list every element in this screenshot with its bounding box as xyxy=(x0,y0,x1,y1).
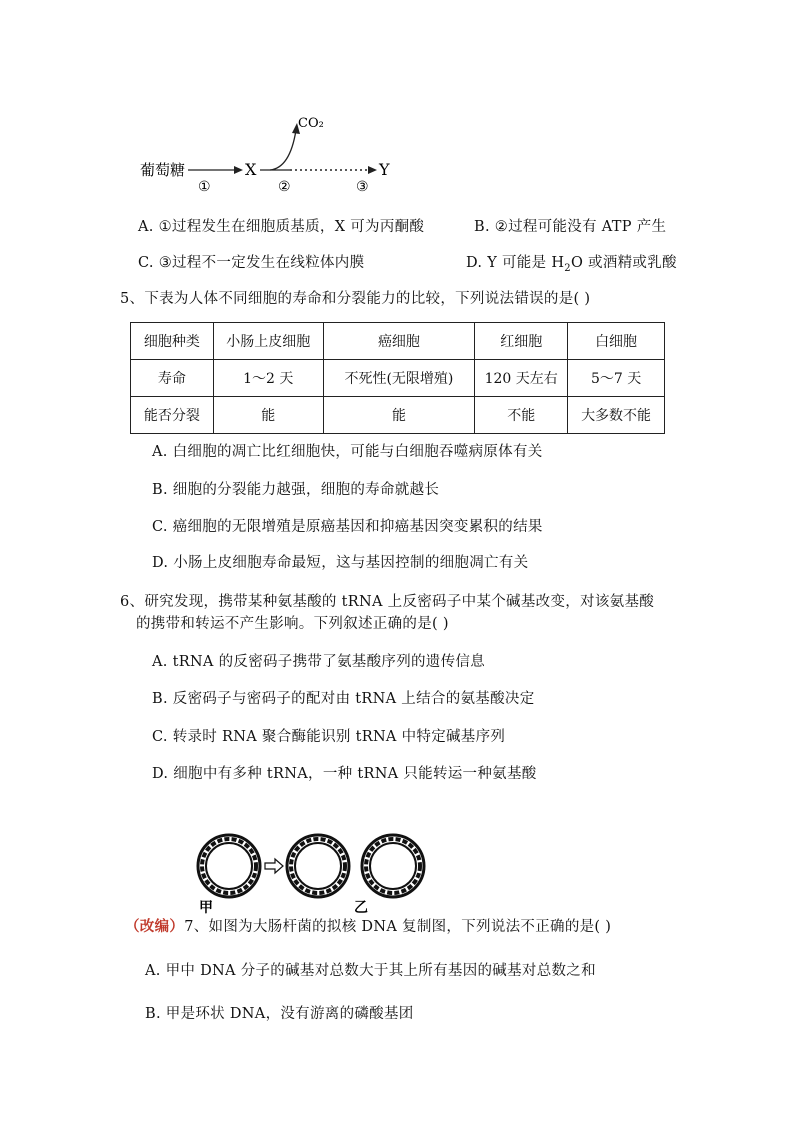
q7-option-a: A. 甲中 DNA 分子的碱基对总数大于其上所有基因的碱基对总数之和 xyxy=(145,963,596,979)
table-header-cell: 小肠上皮细胞 xyxy=(213,323,323,360)
dna-ring-yi-left xyxy=(287,835,349,897)
arrow-3-head xyxy=(368,166,377,174)
q5-option-a: A. 白细胞的凋亡比红细胞快，可能与白细胞吞噬病原体有关 xyxy=(152,444,543,460)
cell-comparison-table xyxy=(130,322,665,434)
q4-option-d-prefix: D. Y 可能是 H xyxy=(466,255,565,271)
dna-ring-yi-right xyxy=(362,835,424,897)
q7-option-b: B. 甲是环状 DNA，没有游离的磷酸基团 xyxy=(145,1006,414,1022)
dna-ring-jia xyxy=(198,835,260,897)
arrow-1-head xyxy=(234,166,243,174)
q6-stem-line2: 的携带和转运不产生影响。下列叙述正确的是( ) xyxy=(136,616,449,632)
table-cell: 5～7 天 xyxy=(568,360,665,397)
step3-label: ③ xyxy=(356,179,369,195)
q4-option-d-subscript: 2 xyxy=(564,262,571,274)
q5-option-c: C. 癌细胞的无限增殖是原癌基因和抑癌基因突变累积的结果 xyxy=(152,519,543,535)
table-row xyxy=(131,397,665,434)
table-cell: 能否分裂 xyxy=(131,397,214,434)
q6-option-b: B. 反密码子与密码子的配对由 tRNA 上结合的氨基酸决定 xyxy=(152,691,535,707)
table-header-row xyxy=(131,323,665,360)
q5-option-d: D. 小肠上皮细胞寿命最短，这与基因控制的细胞凋亡有关 xyxy=(152,555,529,571)
q6-option-a: A. tRNA 的反密码子携带了氨基酸序列的遗传信息 xyxy=(152,654,486,670)
respiration-pathway-diagram xyxy=(130,105,400,200)
table-header-cell: 癌细胞 xyxy=(323,323,475,360)
table-cell: 能 xyxy=(323,397,475,434)
table-header-cell: 白细胞 xyxy=(568,323,665,360)
q5-option-b: B. 细胞的分裂能力越强，细胞的寿命就越长 xyxy=(152,482,440,498)
replication-arrow-icon xyxy=(265,859,283,873)
table-cell: 能 xyxy=(213,397,323,434)
q5-stem: 5、下表为人体不同细胞的寿命和分裂能力的比较，下列说法错误的是( ) xyxy=(120,291,591,307)
table-header-cell: 红细胞 xyxy=(475,323,568,360)
x-label: X xyxy=(245,160,257,179)
q4-option-d xyxy=(466,253,677,279)
table-cell: 大多数不能 xyxy=(568,397,665,434)
dna-replication-diagram xyxy=(195,830,435,916)
q4-option-b: B. ②过程可能没有 ATP 产生 xyxy=(474,219,667,235)
y-label: Y xyxy=(379,160,390,179)
co2-label: CO₂ xyxy=(298,116,324,131)
table-cell: 不能 xyxy=(475,397,568,434)
table-header-cell: 细胞种类 xyxy=(131,323,214,360)
q4-option-c: C. ③过程不一定发生在线粒体内膜 xyxy=(138,255,365,271)
q4-option-d-suffix: O 或酒精或乳酸 xyxy=(570,255,677,271)
q6-option-c: C. 转录时 RNA 聚合酶能识别 tRNA 中特定碱基序列 xyxy=(152,729,506,745)
table-cell: 寿命 xyxy=(131,360,214,397)
q4-option-a: A. ①过程发生在细胞质基质，X 可为丙酮酸 xyxy=(138,219,425,235)
q6-option-d: D. 细胞中有多种 tRNA，一种 tRNA 只能转运一种氨基酸 xyxy=(152,766,537,782)
label-yi: 乙 xyxy=(354,900,368,916)
glucose-label: 葡萄糖 xyxy=(140,161,186,179)
q7-stem xyxy=(125,917,611,937)
table-cell: 1～2 天 xyxy=(213,360,323,397)
step1-label: ① xyxy=(198,179,211,195)
table-cell: 120 天左右 xyxy=(475,360,568,397)
step2-label: ② xyxy=(278,179,291,195)
label-jia: 甲 xyxy=(199,900,213,916)
q7-adapted-tag: （改编） xyxy=(125,918,185,935)
table-cell: 不死性(无限增殖) xyxy=(323,360,475,397)
table-row xyxy=(131,360,665,397)
q6-stem-line1: 6、研究发现，携带某种氨基酸的 tRNA 上反密码子中某个碱基改变，对该氨基酸 xyxy=(120,594,655,610)
q7-stem-text: 7、如图为大肠杆菌的拟核 DNA 复制图，下列说法不正确的是( ) xyxy=(184,919,612,935)
co2-branch-curve xyxy=(270,130,296,170)
